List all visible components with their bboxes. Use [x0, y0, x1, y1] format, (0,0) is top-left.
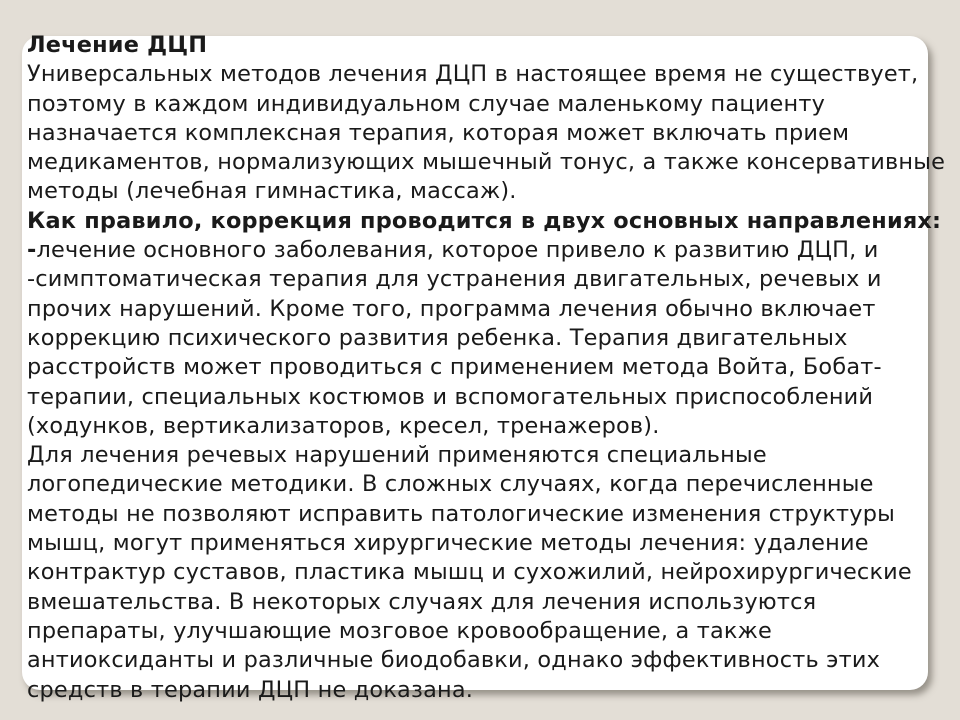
- paragraph-speech-and-surgery: Для лечения речевых нарушений применяются специальные логопедические методики. В сложных случаях, когда перечисленные методы не позволяют исправить патологические изменения структуры мышц, могут применяться хирургические методы лечения: удаление контрактур суставов, пластика мышц и сухожилий, нейрохирургические вмешательства. В некоторых случаях для лечения используются препараты, улучшающие мозговое кровообращение, а также антиоксиданты и различные биодобавки, однако эффективность этих средств в терапии ДЦП не доказана.: [27, 442, 912, 703]
- slide-body: [27, 31, 957, 705]
- treatment-directions-body: лечение основного заболевания, которое привело к развитию ДЦП, и -симптоматическая терапия для устранения двигательных, речевых и прочих нарушений. Кроме того, программа лечения обычно включает коррекцию психического развития ребенка. Терапия двигательных расстройств может проводиться с применением метода Войта, Бобат-терапии, специальных костюмов и вспомогательных приспособлений (ходунков, вертикализаторов, кресел, тренажеров).: [27, 237, 882, 439]
- slide-title: Лечение ДЦП: [27, 32, 208, 58]
- paragraph-treatment-directions: [27, 207, 957, 441]
- treatment-directions-lead: Как правило, коррекция проводится в двух основных направлениях: -: [27, 207, 942, 264]
- paragraph-general-treatment: Универсальных методов лечения ДЦП в настоящее время не существует, поэтому в каждом индивидуальном случае маленькому пациенту назначается комплексная терапия, которая может включать прием медикаментов, нормализующих мышечный тонус, а также консервативные методы (лечебная гимнастика, массаж).: [27, 61, 946, 205]
